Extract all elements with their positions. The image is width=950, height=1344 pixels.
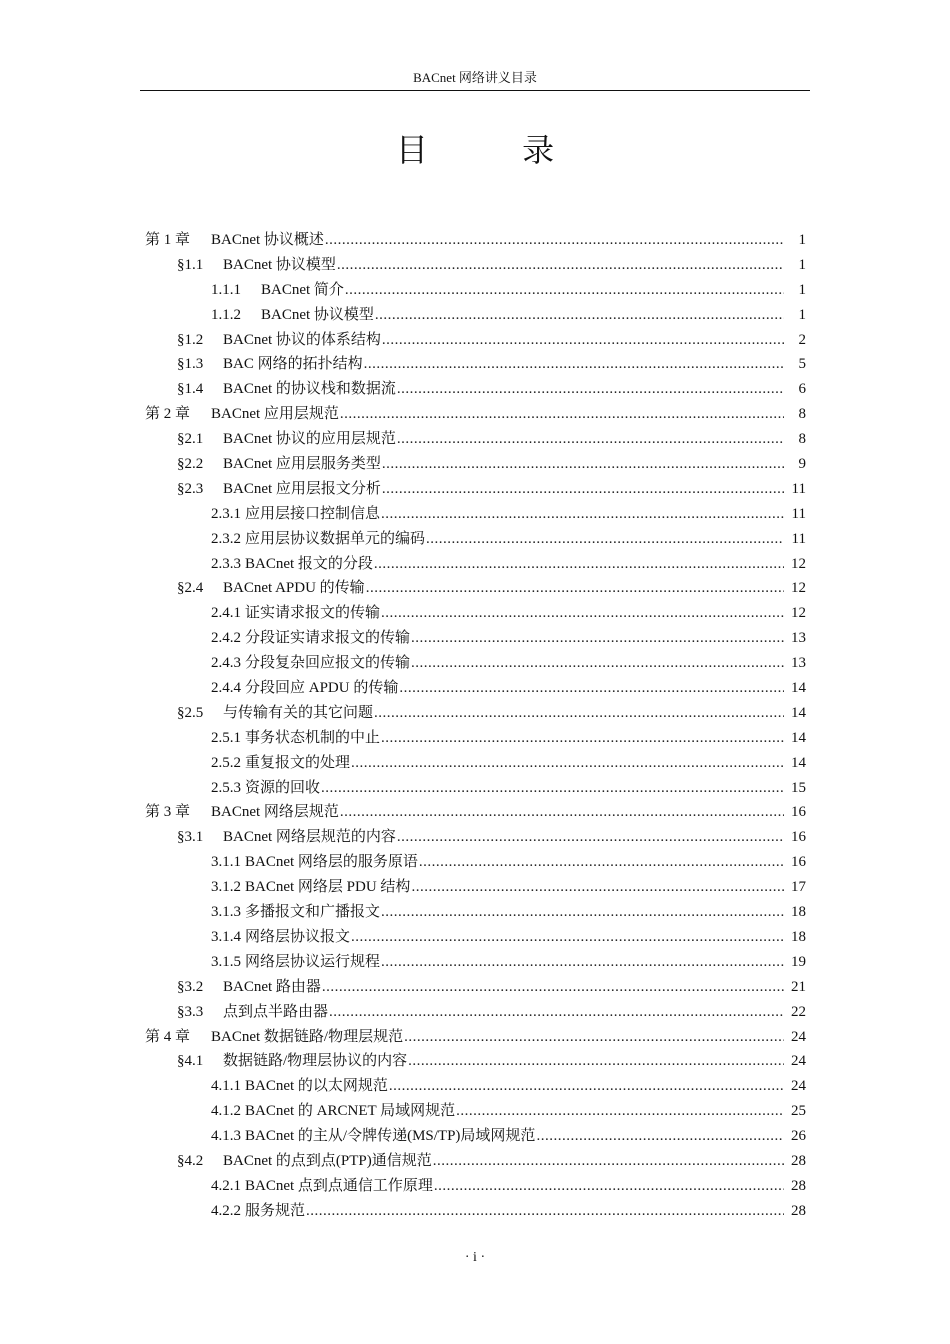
toc-entry-page: 28: [791, 1177, 806, 1194]
toc-entry-page: 13: [791, 655, 806, 672]
toc-dot-leader: [456, 1099, 784, 1124]
toc-entry[interactable]: [0, 1099, 950, 1124]
toc-entry-title: BACnet 的 ARCNET 局域网规范: [245, 1103, 456, 1120]
toc-entry-page: 13: [791, 630, 806, 647]
toc-entry[interactable]: [0, 1124, 950, 1149]
toc-entry-title: 点到点半路由器: [223, 1003, 329, 1020]
toc-entry-title: BAC 网络的拓扑结构: [223, 356, 363, 373]
toc-entry-title: BACnet 网络层 PDU 结构: [245, 879, 411, 896]
toc-dot-leader: [322, 975, 784, 1000]
toc-entry[interactable]: [0, 676, 950, 701]
toc-entry-page: 8: [798, 406, 806, 423]
toc-dot-leader: [397, 427, 784, 452]
toc-entry-number: 3.1.3: [211, 904, 241, 921]
toc-entry-page: 15: [791, 779, 806, 796]
toc-entry-heading: [211, 303, 784, 328]
toc-dot-leader: [419, 850, 784, 875]
toc-entry-number: 3.1.1: [211, 854, 241, 871]
toc-entry-number: §1.4: [177, 381, 204, 398]
toc-entry-page: 19: [791, 953, 806, 970]
toc-entry-page: 11: [791, 530, 806, 547]
toc-entry-number: 1.1.2: [211, 306, 241, 323]
toc-dot-leader: [536, 1124, 784, 1149]
toc-entry[interactable]: [0, 601, 950, 626]
toc-dot-leader: [399, 676, 784, 701]
toc-entry-heading: [145, 800, 784, 825]
toc-entry-page: 14: [791, 754, 806, 771]
toc-dot-leader: [382, 328, 784, 353]
toc-entry[interactable]: [0, 925, 950, 950]
toc-dot-leader: [364, 352, 784, 377]
toc-entry-page: 18: [791, 928, 806, 945]
toc-entry[interactable]: [0, 1000, 950, 1025]
toc-entry-heading: [211, 278, 784, 303]
table-of-contents: [0, 228, 950, 1224]
toc-entry-heading: [177, 1000, 784, 1025]
toc-dot-leader: [306, 1199, 784, 1224]
toc-entry-page: 1: [798, 232, 806, 248]
toc-dot-leader: [381, 502, 784, 527]
toc-entry-number: 2.3.3: [211, 555, 241, 572]
toc-entry-number: 3.1.2: [211, 879, 241, 896]
toc-entry-number: §1.3: [177, 356, 204, 373]
toc-entry[interactable]: [0, 278, 950, 303]
toc-entry-number: 3.1.5: [211, 953, 241, 970]
toc-entry-heading: [211, 552, 784, 577]
toc-entry[interactable]: [0, 527, 950, 552]
toc-entry-title: BACnet 网络层的服务原语: [245, 854, 418, 871]
toc-entry-heading: [211, 626, 784, 651]
toc-entry[interactable]: [0, 402, 950, 427]
toc-entry-heading: [211, 527, 784, 552]
toc-entry-title: BACnet 的协议栈和数据流: [223, 381, 396, 398]
toc-entry-heading: [211, 850, 784, 875]
toc-entry-title: 与传输有关的其它问题: [223, 704, 374, 721]
running-header-text: BACnet 网络讲义目录: [413, 70, 537, 85]
toc-entry-number: §3.1: [177, 829, 204, 846]
toc-entry-title: 分段复杂回应报文的传输: [245, 655, 411, 672]
toc-entry-page: 11: [791, 505, 806, 522]
toc-entry-title: BACnet 报文的分段: [245, 555, 373, 572]
page-title: 目 录: [395, 131, 597, 169]
toc-entry-number: 1.1.1: [211, 281, 241, 298]
toc-dot-leader: [389, 1074, 784, 1099]
toc-entry-title: BACnet 数据链路/物理层规范: [211, 1028, 404, 1045]
toc-entry-page: 28: [791, 1202, 806, 1219]
running-header: [140, 68, 810, 91]
toc-entry-title: BACnet 应用层规范: [211, 406, 339, 423]
toc-entry-number: 4.1.2: [211, 1103, 241, 1120]
toc-entry-title: 资源的回收: [245, 779, 321, 796]
toc-entry[interactable]: [0, 751, 950, 776]
toc-entry-title: BACnet 网络层规范: [211, 804, 339, 821]
toc-entry[interactable]: [0, 427, 950, 452]
toc-entry-heading: [211, 601, 784, 626]
toc-dot-leader: [351, 751, 784, 776]
toc-entry-page: 1: [798, 281, 806, 298]
toc-entry-number: §2.2: [177, 456, 204, 473]
toc-entry-number: 4.1.1: [211, 1078, 241, 1095]
toc-entry-number: 第 2 章: [145, 406, 191, 423]
toc-entry-page: 14: [791, 704, 806, 721]
toc-entry[interactable]: [0, 1149, 950, 1174]
toc-entry-number: 2.4.3: [211, 655, 241, 672]
toc-dot-leader: [337, 253, 784, 278]
toc-entry-page: 21: [791, 978, 806, 995]
toc-entry-title: 数据链路/物理层协议的内容: [223, 1053, 408, 1070]
toc-entry-title: BACnet 应用层报文分析: [223, 480, 381, 497]
toc-entry-number: §2.1: [177, 431, 204, 448]
page-number: · i ·: [464, 1250, 486, 1265]
toc-entry-number: §2.5: [177, 704, 204, 721]
toc-entry-title: BACnet 简介: [261, 281, 344, 298]
toc-entry-page: 25: [791, 1103, 806, 1120]
toc-entry-page: 24: [791, 1028, 806, 1045]
toc-entry-number: §3.2: [177, 978, 204, 995]
toc-dot-leader: [381, 900, 784, 925]
toc-entry-heading: [177, 477, 784, 502]
toc-entry-heading: [145, 228, 784, 253]
toc-entry[interactable]: [0, 328, 950, 353]
toc-entry-heading: [211, 726, 784, 751]
toc-entry-number: 4.2.2: [211, 1202, 241, 1219]
toc-entry[interactable]: [0, 1174, 950, 1199]
toc-entry-number: 2.4.4: [211, 680, 241, 697]
toc-entry-heading: [177, 825, 784, 850]
toc-entry-title: BACnet 协议的应用层规范: [223, 431, 396, 448]
toc-entry-number: §2.4: [177, 580, 204, 597]
toc-entry-heading: [211, 1174, 784, 1199]
toc-entry-page: 12: [791, 605, 806, 622]
toc-entry-number: §1.1: [177, 256, 204, 273]
toc-entry-title: BACnet 协议模型: [261, 306, 374, 323]
toc-entry-title: BACnet 网络层规范的内容: [223, 829, 396, 846]
toc-entry-page: 8: [798, 431, 806, 448]
toc-entry-title: BACnet 的以太网规范: [245, 1078, 388, 1095]
toc-entry-number: 2.4.1: [211, 605, 241, 622]
toc-entry-page: 28: [791, 1152, 806, 1169]
toc-dot-leader: [404, 1025, 784, 1050]
toc-dot-leader: [411, 875, 784, 900]
toc-dot-leader: [382, 477, 784, 502]
toc-entry-heading: [211, 900, 784, 925]
toc-entry-number: 第 3 章: [145, 804, 191, 821]
toc-entry-heading: [177, 377, 784, 402]
toc-entry-heading: [145, 402, 784, 427]
toc-entry[interactable]: [0, 950, 950, 975]
toc-entry-title: 分段证实请求报文的传输: [245, 630, 411, 647]
toc-entry-title: 服务规范: [245, 1202, 306, 1219]
toc-entry-number: §2.3: [177, 480, 204, 497]
toc-entry-page: 16: [791, 854, 806, 871]
toc-entry-page: 5: [798, 356, 806, 373]
toc-entry-number: §4.1: [177, 1053, 204, 1070]
toc-entry-title: 应用层协议数据单元的编码: [245, 530, 426, 547]
toc-entry[interactable]: [0, 228, 950, 253]
toc-entry[interactable]: [0, 900, 950, 925]
toc-entry-title: 多播报文和广播报文: [245, 904, 381, 921]
toc-entry[interactable]: [0, 502, 950, 527]
toc-entry-page: 16: [791, 829, 806, 846]
toc-dot-leader: [411, 626, 784, 651]
toc-entry-heading: [177, 975, 784, 1000]
toc-entry[interactable]: [0, 253, 950, 278]
toc-entry-heading: [177, 576, 784, 601]
toc-entry-heading: [211, 751, 784, 776]
toc-dot-leader: [381, 950, 784, 975]
toc-dot-leader: [340, 800, 784, 825]
toc-entry[interactable]: [0, 1025, 950, 1050]
toc-entry[interactable]: [0, 477, 950, 502]
toc-entry[interactable]: [0, 377, 950, 402]
toc-entry-heading: [211, 925, 784, 950]
toc-entry-number: 2.5.3: [211, 779, 241, 796]
toc-entry-heading: [211, 1124, 784, 1149]
toc-entry-title: 重复报文的处理: [245, 754, 351, 771]
toc-entry[interactable]: [0, 576, 950, 601]
toc-entry-number: 2.3.1: [211, 505, 241, 522]
toc-entry-title: BACnet APDU 的传输: [223, 580, 365, 597]
toc-entry-heading: [211, 502, 784, 527]
toc-entry[interactable]: [0, 651, 950, 676]
toc-entry[interactable]: [0, 776, 950, 801]
toc-dot-leader: [381, 601, 784, 626]
toc-entry-number: 2.4.2: [211, 630, 241, 647]
toc-entry-title: BACnet 协议概述: [211, 232, 324, 248]
toc-entry-page: 22: [791, 1003, 806, 1020]
toc-entry-title: BACnet 协议模型: [223, 256, 336, 273]
toc-entry-heading: [211, 776, 784, 801]
toc-entry[interactable]: [0, 975, 950, 1000]
toc-entry-title: 网络层协议运行规程: [245, 953, 381, 970]
toc-entry-heading: [177, 352, 784, 377]
toc-dot-leader: [345, 278, 784, 303]
toc-dot-leader: [382, 452, 784, 477]
toc-entry-number: 4.2.1: [211, 1177, 241, 1194]
toc-entry-title: BACnet 点到点通信工作原理: [245, 1177, 433, 1194]
toc-entry-heading: [211, 676, 784, 701]
toc-dot-leader: [408, 1049, 784, 1074]
toc-entry-number: 第 1 章: [145, 232, 191, 248]
toc-entry-page: 11: [791, 480, 806, 497]
toc-entry-heading: [211, 1099, 784, 1124]
toc-entry-heading: [211, 950, 784, 975]
toc-entry-number: 3.1.4: [211, 928, 241, 945]
toc-entry-title: 证实请求报文的传输: [245, 605, 381, 622]
toc-dot-leader: [433, 1149, 784, 1174]
toc-entry-heading: [177, 1149, 784, 1174]
toc-entry-page: 16: [791, 804, 806, 821]
toc-entry-heading: [177, 1049, 784, 1074]
toc-entry-title: 应用层接口控制信息: [245, 505, 381, 522]
toc-entry[interactable]: [0, 825, 950, 850]
toc-entry-heading: [177, 328, 784, 353]
toc-entry[interactable]: [0, 850, 950, 875]
toc-entry[interactable]: [0, 800, 950, 825]
toc-entry[interactable]: [0, 452, 950, 477]
toc-entry[interactable]: [0, 303, 950, 328]
toc-entry-page: 2: [798, 331, 806, 348]
toc-entry-heading: [177, 701, 784, 726]
toc-entry-page: 1: [798, 256, 806, 273]
toc-entry-heading: [177, 427, 784, 452]
toc-entry-title: BACnet 的点到点(PTP)通信规范: [223, 1152, 432, 1169]
toc-entry-title: 事务状态机制的中止: [245, 729, 381, 746]
toc-dot-leader: [374, 552, 784, 577]
toc-entry-page: 9: [798, 456, 806, 473]
toc-entry-heading: [211, 875, 784, 900]
toc-entry-number: 第 4 章: [145, 1028, 191, 1045]
toc-entry-page: 12: [791, 555, 806, 572]
toc-entry-title: 分段回应 APDU 的传输: [245, 680, 399, 697]
toc-entry-number: 2.5.1: [211, 729, 241, 746]
toc-dot-leader: [374, 701, 784, 726]
toc-entry[interactable]: [0, 726, 950, 751]
toc-entry[interactable]: [0, 1049, 950, 1074]
toc-entry-page: 1: [798, 306, 806, 323]
toc-entry[interactable]: [0, 1074, 950, 1099]
toc-entry-title: BACnet 路由器: [223, 978, 321, 995]
toc-entry-page: 17: [791, 879, 806, 896]
toc-dot-leader: [434, 1174, 784, 1199]
toc-entry-title: 网络层协议报文: [245, 928, 351, 945]
toc-entry-title: BACnet 的主从/令牌传递(MS/TP)局域网规范: [245, 1128, 536, 1145]
toc-dot-leader: [321, 776, 784, 801]
toc-entry-heading: [211, 651, 784, 676]
toc-entry-heading: [145, 1025, 784, 1050]
toc-entry-heading: [211, 1074, 784, 1099]
toc-entry[interactable]: [0, 875, 950, 900]
toc-dot-leader: [351, 925, 784, 950]
toc-entry-number: §3.3: [177, 1003, 204, 1020]
toc-entry-page: 24: [791, 1053, 806, 1070]
toc-dot-leader: [397, 377, 784, 402]
toc-entry[interactable]: [0, 552, 950, 577]
toc-entry-number: 4.1.3: [211, 1128, 241, 1145]
toc-dot-leader: [366, 576, 784, 601]
toc-entry-number: §4.2: [177, 1152, 204, 1169]
toc-entry-page: 14: [791, 729, 806, 746]
toc-dot-leader: [411, 651, 784, 676]
toc-entry-heading: [211, 1199, 784, 1224]
toc-entry-page: 26: [791, 1128, 806, 1145]
toc-entry-page: 18: [791, 904, 806, 921]
toc-entry[interactable]: [0, 626, 950, 651]
toc-dot-leader: [397, 825, 784, 850]
toc-entry-number: 2.5.2: [211, 754, 241, 771]
toc-dot-leader: [329, 1000, 784, 1025]
toc-entry-page: 14: [791, 680, 806, 697]
toc-entry-page: 24: [791, 1078, 806, 1095]
toc-entry[interactable]: [0, 1199, 950, 1224]
toc-entry[interactable]: [0, 701, 950, 726]
toc-entry-page: 6: [798, 381, 806, 398]
toc-dot-leader: [426, 527, 784, 552]
toc-dot-leader: [340, 402, 784, 427]
toc-entry-heading: [177, 452, 784, 477]
toc-entry-number: 2.3.2: [211, 530, 241, 547]
toc-entry-number: §1.2: [177, 331, 204, 348]
toc-entry-page: 12: [791, 580, 806, 597]
toc-entry-title: BACnet 应用层服务类型: [223, 456, 381, 473]
toc-entry-heading: [177, 253, 784, 278]
toc-entry[interactable]: [0, 352, 950, 377]
toc-dot-leader: [325, 228, 784, 253]
toc-dot-leader: [375, 303, 784, 328]
toc-dot-leader: [381, 726, 784, 751]
toc-entry-title: BACnet 协议的体系结构: [223, 331, 381, 348]
